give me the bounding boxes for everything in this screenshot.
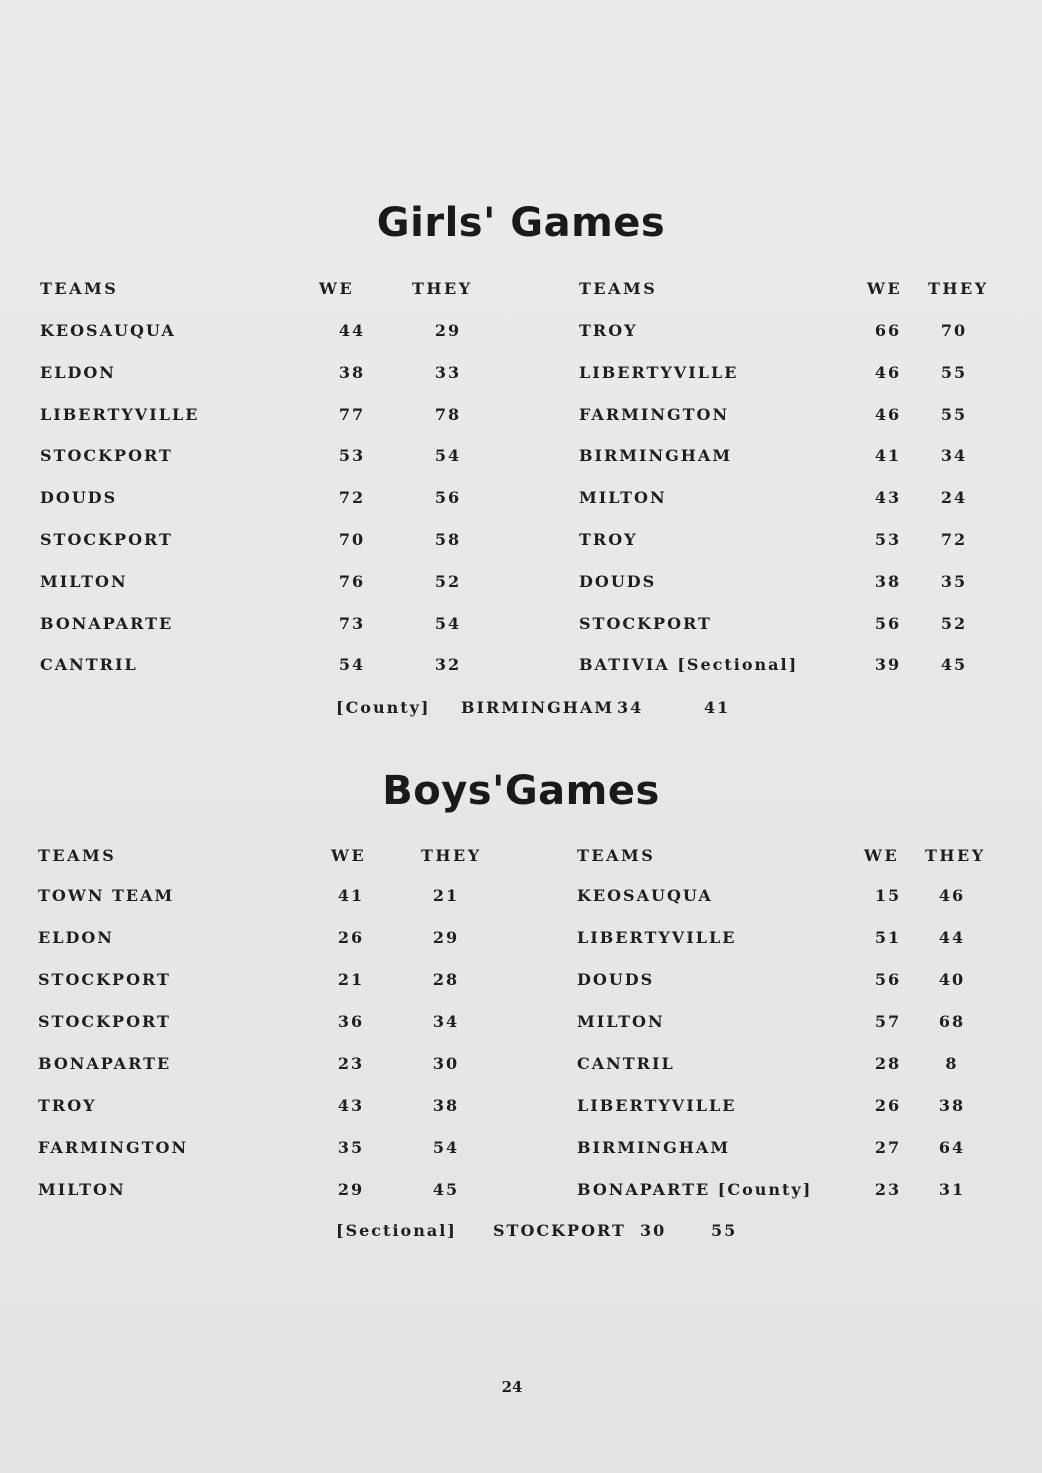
team-name: CANTRIL — [577, 1054, 675, 1073]
score-they: 34 — [432, 1012, 460, 1031]
score-they: 64 — [938, 1138, 966, 1157]
score-they: 58 — [434, 530, 462, 549]
score-they: 46 — [938, 886, 966, 905]
score-they: 38 — [938, 1096, 966, 1115]
team-name: DOUDS — [40, 488, 118, 508]
score-we: 26 — [874, 1096, 902, 1115]
footer-label: [County] — [336, 698, 431, 717]
score-they: 32 — [434, 655, 462, 675]
score-we: 39 — [874, 655, 902, 675]
team-name: DOUDS — [577, 970, 655, 989]
score-we: 29 — [337, 1180, 365, 1199]
score-we: 36 — [337, 1012, 365, 1031]
footer-team: BIRMINGHAM — [461, 698, 615, 717]
score-we: 77 — [338, 404, 366, 424]
score-we: 56 — [874, 613, 902, 633]
team-name: TROY — [579, 530, 638, 549]
team-name: BIRMINGHAM — [577, 1138, 731, 1157]
header-teams: TEAMS — [38, 846, 117, 865]
team-name: TOWN TEAM — [38, 886, 175, 905]
team-name: FARMINGTON — [38, 1138, 189, 1157]
team-name: TROY — [579, 321, 638, 340]
score-we: 38 — [874, 571, 902, 591]
score-they: 78 — [434, 404, 462, 424]
score-they: 38 — [432, 1096, 460, 1115]
score-they: 45 — [940, 655, 968, 675]
score-we: 57 — [874, 1012, 902, 1031]
header-we: WE — [864, 846, 900, 865]
score-they: 28 — [432, 970, 460, 989]
score-they: 30 — [432, 1054, 460, 1073]
score-they: 34 — [940, 446, 968, 466]
score-we: 46 — [874, 404, 902, 424]
score-we: 41 — [874, 446, 902, 466]
score-we: 72 — [338, 488, 366, 508]
score-they: 70 — [940, 321, 968, 340]
score-we: 54 — [338, 655, 366, 675]
score-they: 72 — [940, 530, 968, 549]
score-we: 23 — [874, 1180, 902, 1199]
score-they: 68 — [938, 1012, 966, 1031]
score-they: 54 — [434, 613, 462, 633]
score-we: 70 — [338, 530, 366, 549]
score-we: 41 — [337, 886, 365, 905]
score-we: 43 — [874, 488, 902, 508]
team-name: STOCKPORT — [38, 1012, 171, 1031]
team-name: BONAPARTE — [38, 1054, 172, 1073]
score-we: 56 — [874, 970, 902, 989]
header-teams: TEAMS — [40, 279, 119, 298]
score-they: 54 — [432, 1138, 460, 1157]
team-name: LIBERTYVILLE — [577, 1096, 737, 1115]
score-we: 44 — [338, 321, 366, 340]
score-we: 27 — [874, 1138, 902, 1157]
score-they: 55 — [940, 404, 968, 424]
footer-label: [Sectional] — [336, 1221, 457, 1240]
team-name: KEOSAUQUA — [577, 886, 713, 905]
header-teams: TEAMS — [577, 846, 656, 865]
team-name: MILTON — [579, 488, 667, 508]
score-they: 52 — [434, 571, 462, 591]
score-we: 26 — [337, 928, 365, 947]
score-they: 44 — [938, 928, 966, 947]
footer-score-we: 34 — [617, 698, 644, 717]
team-name: BIRMINGHAM — [579, 446, 733, 466]
page-number: 24 — [501, 1378, 523, 1396]
header-they: THEY — [925, 846, 986, 865]
score-they: 54 — [434, 446, 462, 466]
team-name: CANTRIL — [40, 655, 138, 675]
score-they: 31 — [938, 1180, 966, 1199]
score-they: 45 — [432, 1180, 460, 1199]
header-we: WE — [319, 279, 355, 298]
score-we: 28 — [874, 1054, 902, 1073]
score-we: 15 — [874, 886, 902, 905]
score-they: 33 — [434, 362, 462, 382]
score-we: 21 — [337, 970, 365, 989]
header-we: WE — [331, 846, 367, 865]
team-name: LIBERTYVILLE — [579, 362, 739, 382]
score-we: 76 — [338, 571, 366, 591]
team-name: BONAPARTE — [40, 613, 174, 633]
team-name: TROY — [38, 1096, 97, 1115]
score-they: 29 — [434, 321, 462, 340]
score-we: 43 — [337, 1096, 365, 1115]
score-we: 73 — [338, 613, 366, 633]
team-name: LIBERTYVILLE — [577, 928, 737, 947]
team-name: LIBERTYVILLE — [40, 404, 200, 424]
header-we: WE — [867, 279, 903, 298]
team-name: BONAPARTE [County] — [577, 1180, 813, 1199]
score-we: 51 — [874, 928, 902, 947]
score-we: 53 — [874, 530, 902, 549]
score-they: 21 — [432, 886, 460, 905]
header-they: THEY — [928, 279, 989, 298]
score-we: 53 — [338, 446, 366, 466]
footer-score-they: 55 — [711, 1221, 738, 1240]
score-we: 66 — [874, 321, 902, 340]
team-name: STOCKPORT — [40, 446, 173, 466]
header-they: THEY — [412, 279, 473, 298]
score-they: 55 — [940, 362, 968, 382]
score-we: 46 — [874, 362, 902, 382]
team-name: STOCKPORT — [40, 530, 173, 549]
team-name: ELDON — [38, 928, 114, 947]
footer-score-they: 41 — [704, 698, 731, 717]
team-name: MILTON — [577, 1012, 665, 1031]
score-we: 35 — [337, 1138, 365, 1157]
header-teams: TEAMS — [579, 279, 658, 298]
footer-score-we: 30 — [640, 1221, 667, 1240]
team-name: FARMINGTON — [579, 404, 730, 424]
header-they: THEY — [421, 846, 482, 865]
score-we: 23 — [337, 1054, 365, 1073]
team-name: KEOSAUQUA — [40, 321, 176, 340]
team-name: STOCKPORT — [38, 970, 171, 989]
team-name: MILTON — [38, 1180, 126, 1199]
girls-games-title: Girls' Games — [376, 200, 666, 246]
boys-games-title: Boys'Games — [382, 768, 660, 814]
team-name: ELDON — [40, 362, 116, 382]
score-they: 40 — [938, 970, 966, 989]
score-they: 56 — [434, 488, 462, 508]
team-name: BATIVIA [Sectional] — [579, 655, 799, 675]
score-they: 35 — [940, 571, 968, 591]
team-name: DOUDS — [579, 571, 657, 591]
team-name: STOCKPORT — [579, 613, 712, 633]
score-we: 38 — [338, 362, 366, 382]
score-they: 52 — [940, 613, 968, 633]
score-they: 24 — [940, 488, 968, 508]
score-they: 29 — [432, 928, 460, 947]
footer-team: STOCKPORT — [493, 1221, 626, 1240]
score-they: 8 — [945, 1054, 959, 1073]
team-name: MILTON — [40, 571, 128, 591]
